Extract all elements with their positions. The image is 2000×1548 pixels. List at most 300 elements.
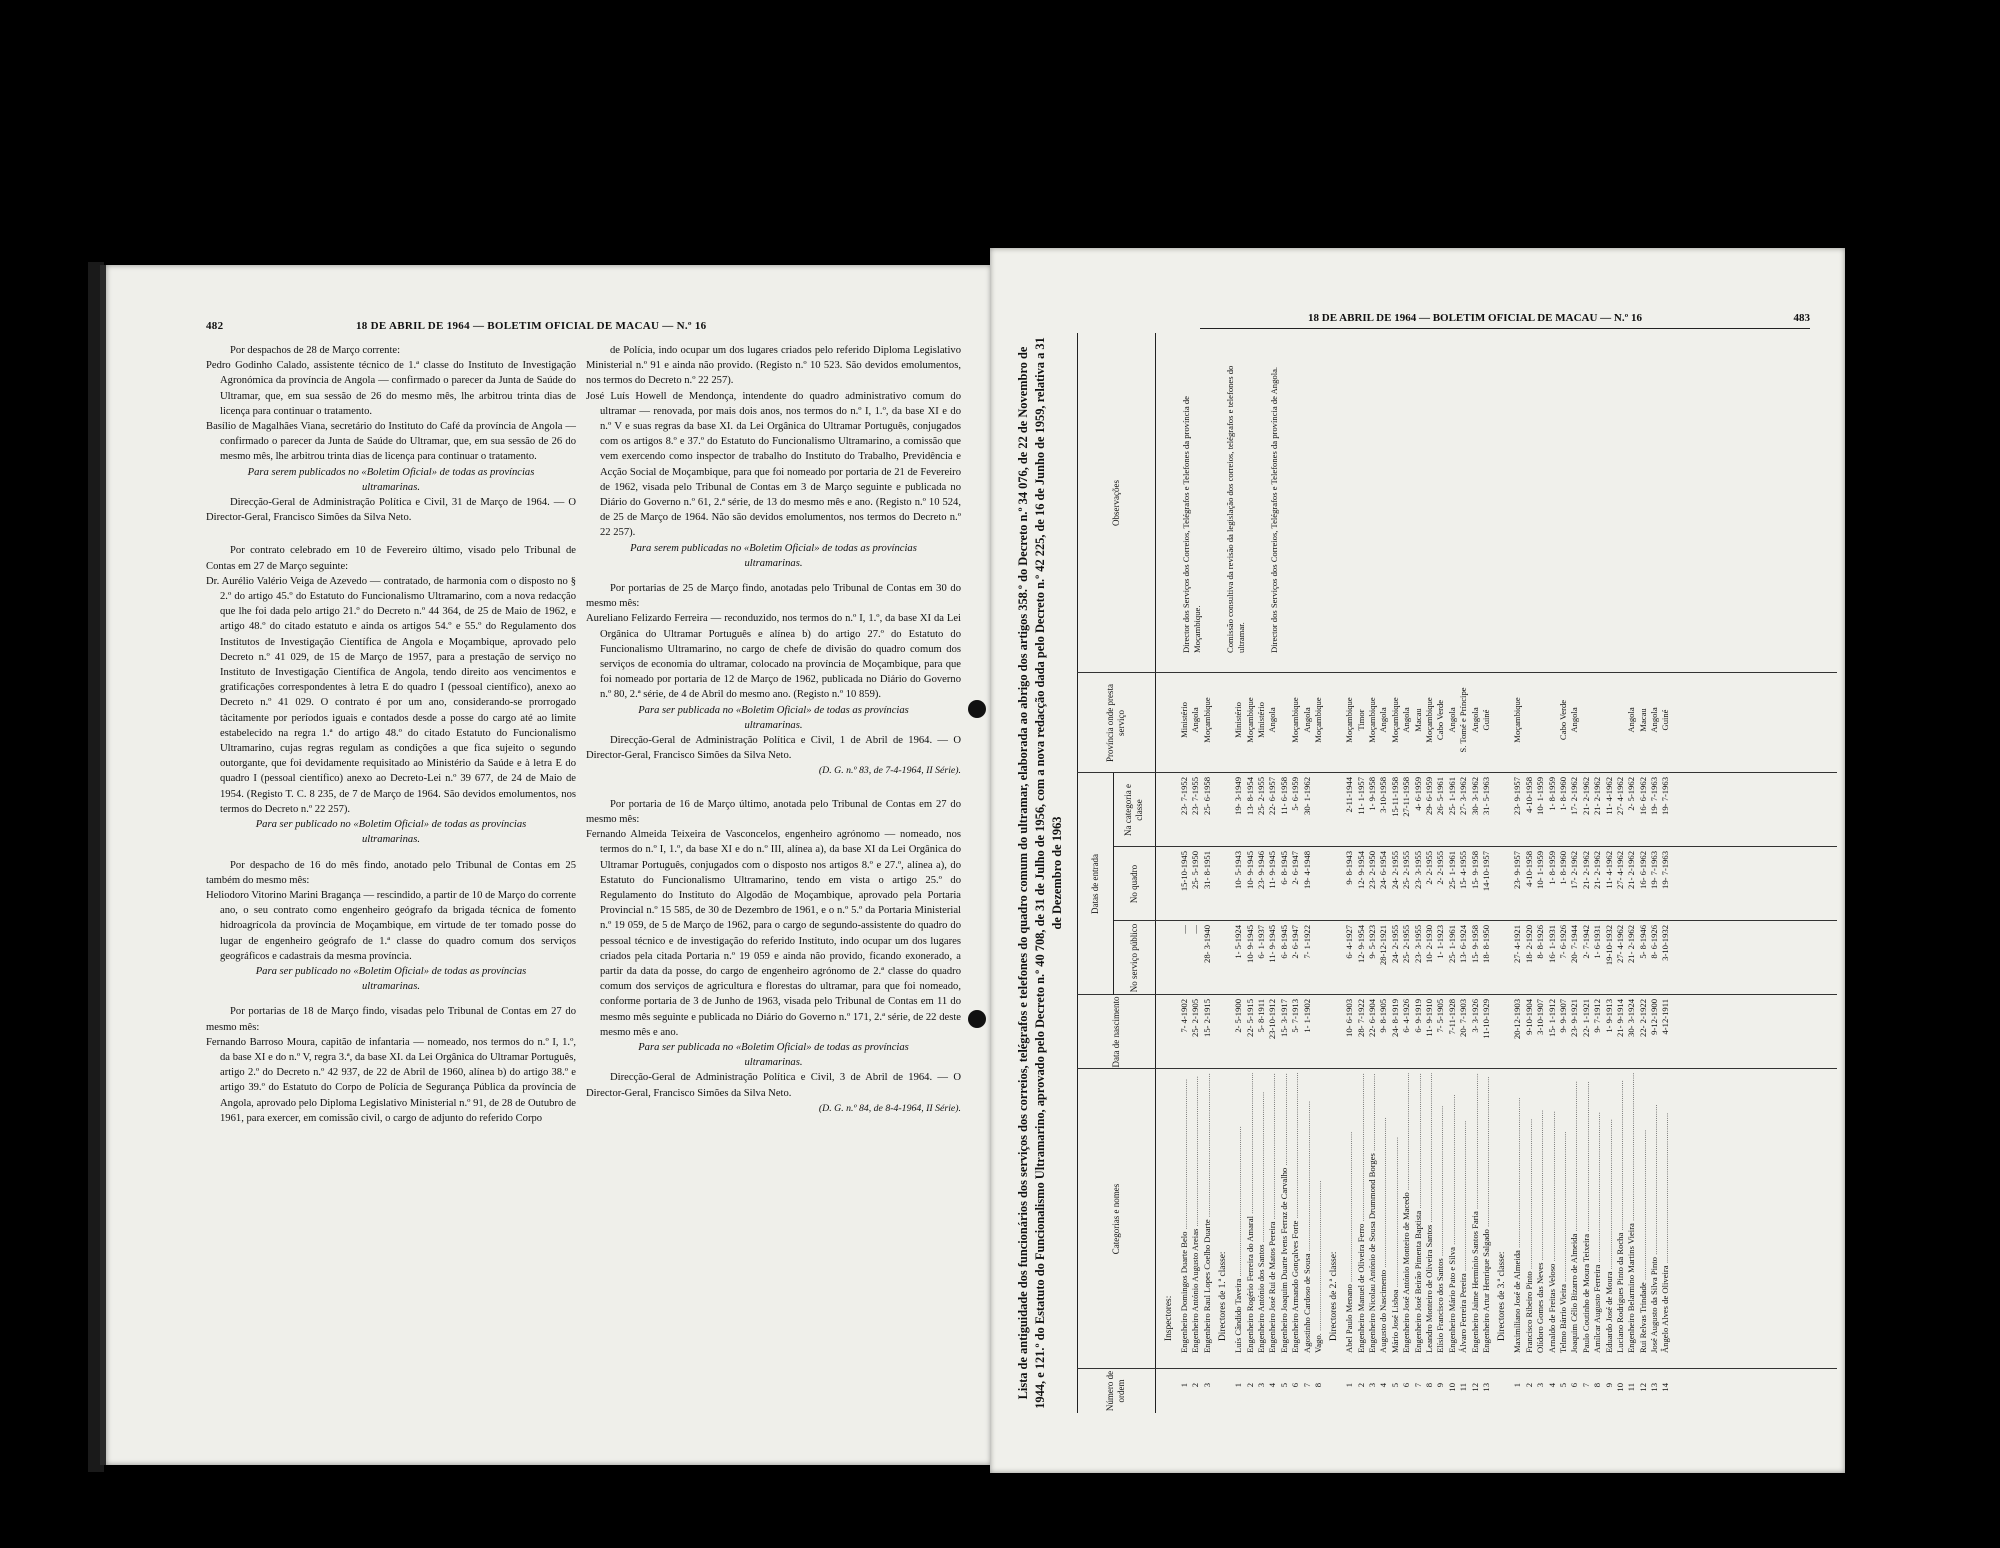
cell-cat: 30- 1-1962 bbox=[1301, 777, 1312, 815]
cell-n: 2 bbox=[1523, 1383, 1534, 1388]
cell-birth: 15- 3-1917 bbox=[1278, 999, 1289, 1037]
right-page-title: 18 DE ABRIL DE 1964 — BOLETIM OFICIAL DE MACAU — N.º 16 bbox=[1308, 312, 1642, 324]
cell-cat: 11- 1-1957 bbox=[1355, 777, 1366, 815]
table-row bbox=[1367, 333, 1378, 1413]
table-title: Lista de antiguidade dos funcionários dos serviços dos correios, telégrafos e telefones do quadro comum do ultramar, elaborada ao abrigo dos artigos 358.º do Decreto n.º 34 076, de 22 de Novembro de 1944, e 121.º do Estatuto do Funcionalismo Ultramarino, aprovado pelo Decreto n.º 40 708, de 31 de Julho de 1956, com a nova redacção dada pelo Decreto n.º 42 225, de 16 de Junho de 1959, relativa a 31 de Dezembro de 1963 bbox=[1016, 337, 1064, 1409]
cell-name: Engenheiro Rogério Ferreira do Amaral ..... bbox=[1245, 1073, 1256, 1353]
cell-quad: 23- 9-1957 bbox=[1512, 851, 1523, 889]
cell-cat: 22- 6-1957 bbox=[1267, 777, 1278, 815]
paragraph: Pedro Godinho Calado, assistente técnico de 1.ª classe do Instituto de Investigação Agronómica da província de Angola — confirmado o parecer da Junta de Saúde do Ultramar, que, em sua sessão de 26 do mesmo mês, lhe arbitrou trinta dias de licença para continuar o tratamento. bbox=[206, 360, 576, 417]
table-row bbox=[1615, 333, 1626, 1413]
table-row bbox=[1638, 333, 1649, 1413]
cell-cat: 2- 5-1962 bbox=[1626, 777, 1637, 811]
cell-birth: 9- 9-1907 bbox=[1557, 999, 1568, 1033]
cell-pub: 10- 2-1930 bbox=[1424, 925, 1435, 963]
cell-name: Álvaro Ferreira Pereira ..... bbox=[1458, 1073, 1469, 1353]
cell-quad: 11- 9-1945 bbox=[1267, 851, 1278, 889]
cell-birth: 9- 8-1905 bbox=[1378, 999, 1389, 1033]
cell-cat: 11- 4-1962 bbox=[1603, 777, 1614, 815]
cell-birth: 1- 9-1913 bbox=[1603, 999, 1614, 1033]
cell-birth: 11-10-1929 bbox=[1480, 999, 1491, 1039]
cell-quad: 9- 8-1943 bbox=[1344, 851, 1355, 885]
cell-quad: 24- 2-1955 bbox=[1389, 851, 1400, 889]
cell-birth: 20-12-1903 bbox=[1512, 999, 1523, 1040]
cell-quad: 23- 2-1950 bbox=[1367, 851, 1378, 889]
cell-birth: 5- 8-1911 bbox=[1255, 999, 1266, 1033]
cell-birth: 2- 5-1900 bbox=[1233, 999, 1244, 1033]
cell-cat: 17- 2-1962 bbox=[1569, 777, 1580, 815]
cell-prov: Angola bbox=[1378, 707, 1389, 733]
left-page-title: 18 DE ABRIL DE 1964 — BOLETIM OFICIAL DE MACAU — N.º 16 bbox=[356, 320, 707, 332]
cell-n: 1 bbox=[1344, 1383, 1355, 1388]
cell-cat: 4-10-1958 bbox=[1523, 777, 1534, 813]
cell-name: Engenheiro Manuel de Oliveira Ferro ..... bbox=[1356, 1073, 1367, 1353]
left-column-1 bbox=[206, 343, 576, 1126]
paragraph: Para ser publicado no «Boletim Oficial» de todas as províncias ultramarinas. bbox=[255, 819, 527, 846]
cell-birth: 21- 9-1914 bbox=[1614, 999, 1625, 1037]
cell-cat: 19- 7-1963 bbox=[1660, 777, 1671, 815]
cell-n: 9 bbox=[1435, 1383, 1446, 1388]
cell-quad: 25- 1-1961 bbox=[1446, 851, 1457, 889]
table-row bbox=[1344, 333, 1355, 1413]
cell-name: Arnaldo de Freitas Veloso ..... bbox=[1547, 1073, 1558, 1353]
cell-name: Leandro Monteiro de Oliveira Santos ..... bbox=[1424, 1073, 1435, 1353]
cell-n: 2 bbox=[1190, 1383, 1201, 1388]
cell-n: 5 bbox=[1557, 1383, 1568, 1388]
cell-pub: 19-10-1932 bbox=[1603, 925, 1614, 966]
cell-pub: 11- 9-1945 bbox=[1267, 925, 1278, 963]
cell-n: 14 bbox=[1660, 1383, 1671, 1392]
cell-birth: 22- 1-1921 bbox=[1580, 999, 1591, 1037]
cell-cat: 1- 8-1960 bbox=[1557, 777, 1568, 811]
cell-n: 7 bbox=[1301, 1383, 1312, 1388]
header-servico-publico: No serviço público bbox=[1128, 923, 1139, 993]
paragraph: Direcção-Geral de Administração Política e Civil, 3 de Abril de 1964. — O Director-Geral, Francisco Simões da Silva Neto. bbox=[586, 1072, 961, 1099]
cell-prov: Macau bbox=[1637, 708, 1648, 732]
cell-cat: 4- 6-1959 bbox=[1412, 777, 1423, 811]
cell-prov: Macau bbox=[1412, 708, 1423, 732]
cell-name: Elísio Francisco dos Santos ..... bbox=[1435, 1073, 1446, 1353]
cell-quad: 10- 9-1945 bbox=[1244, 851, 1255, 889]
cell-name: Abel Paulo Menano ..... bbox=[1344, 1073, 1355, 1353]
cell-name: Engenheiro António Augusto Areias ..... bbox=[1190, 1073, 1201, 1353]
table-row bbox=[1202, 333, 1213, 1413]
cell-cat: 3-10-1958 bbox=[1378, 777, 1389, 813]
paragraph-spacer bbox=[586, 571, 961, 581]
paragraph: Para ser publicada no «Boletim Oficial» de todas as províncias ultramarinas. bbox=[638, 1041, 909, 1069]
header-categoria-classe: Na categoria e classe bbox=[1123, 784, 1144, 836]
cell-quad: 1- 8-1960 bbox=[1557, 851, 1568, 885]
cell-name: Mário José Lisboa ..... bbox=[1390, 1073, 1401, 1353]
header-numero: Número de ordem bbox=[1105, 1370, 1126, 1412]
cell-pub: 18- 2-1920 bbox=[1523, 925, 1534, 963]
cell-quad: 15- 9-1958 bbox=[1469, 851, 1480, 889]
table-row bbox=[1279, 333, 1290, 1413]
cell-name: Amílcar Augusto Ferreira ..... bbox=[1592, 1073, 1603, 1353]
cell-n: 3 bbox=[1367, 1383, 1378, 1388]
cell-quad: 10- 1-1959 bbox=[1535, 851, 1546, 889]
cell-prov: Angola bbox=[1190, 707, 1201, 733]
cell-pub: 20- 7-1944 bbox=[1569, 925, 1580, 963]
cell-cat: 23- 9-1957 bbox=[1512, 777, 1523, 815]
cell-name: Engenheiro Domingos Duarte Belo ..... bbox=[1179, 1073, 1190, 1353]
paragraph: de Polícia, indo ocupar um dos lugares criados pelo referido Diploma Legislativo Ministerial n.º 91 e ainda não provido. (Registo n.º 10 523. São devidos emolumentos, nos termos do Decreto n.º 22 257). bbox=[586, 345, 961, 387]
cell-quad: 25- 5-1950 bbox=[1190, 851, 1201, 889]
cell-name: Engenheiro Mário Pato e Silva ..... bbox=[1447, 1073, 1458, 1353]
cell-name: Augusto do Nascimento ..... bbox=[1378, 1073, 1389, 1353]
table-row bbox=[1604, 333, 1615, 1413]
cell-pub: 24- 2-1955 bbox=[1389, 925, 1400, 963]
cell-name: Engenheiro José Rui de Matos Pereira ..... bbox=[1267, 1073, 1278, 1353]
cell-pub: 1- 5-1924 bbox=[1233, 925, 1244, 959]
table-row bbox=[1458, 333, 1469, 1413]
cell-name: Engenheiro António dos Santos ..... bbox=[1256, 1073, 1267, 1353]
cell-birth: 9-12-1900 bbox=[1649, 999, 1660, 1035]
cell-pub: 23- 3-1955 bbox=[1412, 925, 1423, 963]
cell-n: 8 bbox=[1312, 1383, 1323, 1388]
cell-prov: Cabo Verde bbox=[1435, 699, 1446, 741]
table-section-title: Directores de 2.ª classe: bbox=[1329, 1251, 1340, 1341]
cell-name: Paulo Coutinho de Moura Teixeira ..... bbox=[1581, 1073, 1592, 1353]
cell-cat: 16- 6-1962 bbox=[1637, 777, 1648, 815]
cell-quad: 31- 8-1951 bbox=[1201, 851, 1212, 889]
cell-pub: 1- 6-1931 bbox=[1592, 925, 1603, 959]
cell-quad: 2- 6-1947 bbox=[1290, 851, 1301, 885]
paragraph-spacer bbox=[206, 994, 576, 1004]
left-page-header bbox=[206, 320, 866, 332]
cell-pub: 15- 9-1958 bbox=[1469, 925, 1480, 963]
cell-name: Francisco Ribeiro Pinto ..... bbox=[1524, 1073, 1535, 1353]
cell-cat: 21- 2-1962 bbox=[1580, 777, 1591, 815]
cell-prov: Moçambique bbox=[1244, 697, 1255, 743]
cell-prov: Moçambique bbox=[1512, 697, 1523, 743]
cell-name: Engenheiro Raul Lopes Coelho Duarte ..... bbox=[1202, 1073, 1213, 1353]
table-row bbox=[1547, 333, 1558, 1413]
cell-quad: 27- 4-1962 bbox=[1614, 851, 1625, 889]
cell-prov: Guiné bbox=[1660, 709, 1671, 731]
cell-name: Telmo Bárrio Vieira ..... bbox=[1558, 1073, 1569, 1353]
paragraph: José Luís Howell de Mendonça, intendente do quadro administrativo comum do ultramar — renovada, por mais dois anos, nos termos do n.º I, 1.º, da base XI e do n.º V e suas regras da base XI. da Lei Orgânica do Ultramar Português, conjugados com os artigos 8.º e 37.º do Estatuto do Funcionalismo Ultramarino, a comissão que vem exercendo como inspector de trabalho do Instituto do Trabalho, Previdência e Acção Social de Moçambique, para que foi nomeado por portaria de 21 de Fevereiro de 1962, visada pelo Tribunal de Contas em 3 de Março seguinte e publicada no Diário do Governo n.º 61, 2.ª série, de 13 do mesmo mês e ano. (Registo n.º 10 524, de 25 de Março de 1964. Não são devidos emolumentos, nos termos do Decreto n.º 22 257). bbox=[586, 390, 961, 539]
paragraph-spacer bbox=[206, 848, 576, 858]
cell-name: Engenheiro José António Monteiro de Macedo ..... bbox=[1401, 1073, 1412, 1353]
cell-quad: 19- 7-1963 bbox=[1660, 851, 1671, 889]
cell-cat: 31- 5-1963 bbox=[1480, 777, 1491, 815]
cell-pub: 1- 1-1923 bbox=[1435, 925, 1446, 959]
cell-cat: 11- 6-1958 bbox=[1278, 777, 1289, 815]
right-page-number: 483 bbox=[1793, 312, 1810, 324]
cell-quad: 16- 6-1962 bbox=[1637, 851, 1648, 889]
cell-n: 9 bbox=[1603, 1383, 1614, 1388]
cell-pub: 18- 8-1950 bbox=[1480, 925, 1491, 963]
cell-n: 3 bbox=[1201, 1383, 1212, 1388]
cell-pub: 7- 6-1926 bbox=[1557, 925, 1568, 959]
cell-quad: 14-10-1957 bbox=[1480, 851, 1491, 892]
cell-prov: S. Tomé e Príncipe bbox=[1458, 687, 1469, 753]
paragraph: Para ser publicada no «Boletim Oficial» de todas as províncias ultramarinas. bbox=[638, 704, 909, 731]
cell-pub: 8- 8-1926 bbox=[1535, 925, 1546, 959]
cell-birth: 5- 7-1913 bbox=[1290, 999, 1301, 1033]
cell-n: 6 bbox=[1401, 1383, 1412, 1388]
table-row bbox=[1401, 333, 1412, 1413]
cell-n: 8 bbox=[1592, 1383, 1603, 1388]
cell-birth: 25- 2-1905 bbox=[1190, 999, 1201, 1037]
cell-birth: 20- 7-1903 bbox=[1458, 999, 1469, 1037]
cell-birth: 3-10-1907 bbox=[1535, 999, 1546, 1035]
cell-cat: 25- 2-1955 bbox=[1255, 777, 1266, 815]
cell-birth: 22- 5-1915 bbox=[1244, 999, 1255, 1037]
cell-birth: 6- 9-1919 bbox=[1412, 999, 1423, 1033]
cell-prov: Moçambique bbox=[1201, 697, 1212, 743]
header-quadro: No quadro bbox=[1128, 864, 1139, 904]
table-section-title: Directores de 1.ª classe: bbox=[1218, 1251, 1229, 1341]
cell-n: 3 bbox=[1535, 1383, 1546, 1388]
cell-quad: 21- 2-1962 bbox=[1592, 851, 1603, 889]
table-row bbox=[1435, 333, 1446, 1413]
paragraph: Por portarias de 25 de Março findo, anotadas pelo Tribunal de Contas em 30 do mesmo mês: bbox=[586, 583, 961, 610]
table-row bbox=[1481, 333, 1492, 1413]
cell-cat: 1- 9-1958 bbox=[1367, 777, 1378, 811]
cell-quad: 11- 4-1962 bbox=[1603, 851, 1614, 889]
cell-birth: 22- 2-1922 bbox=[1637, 999, 1648, 1037]
cell-prov: Ministério bbox=[1233, 702, 1244, 738]
cell-pub: 10- 9-1945 bbox=[1244, 925, 1255, 963]
cell-name: Engenheiro Jaime Hermínio Santos Faria ..... bbox=[1470, 1073, 1481, 1353]
cell-name: Engenheiro Joaquim Duarte Ivens Ferraz de Carvalho ..... bbox=[1279, 1073, 1290, 1353]
table-row bbox=[1649, 333, 1660, 1413]
cell-name: Joaquim Célio Bizarro de Almeida ..... bbox=[1569, 1073, 1580, 1353]
cell-pub: 2- 6-1947 bbox=[1290, 925, 1301, 959]
cell-pub: 9- 5-1923 bbox=[1367, 925, 1378, 959]
paragraph: Basílio de Magalhães Viana, secretário do Instituto do Café da província de Angola — confirmado o parecer da Junta de Saúde do Ultramar, que, em sua sessão de 26 do mesmo mês, lhe arbitrou trinta dias de licença para continuar o tratamento. bbox=[206, 421, 576, 463]
cell-quad: 10- 5-1943 bbox=[1233, 851, 1244, 889]
cell-n: 3 bbox=[1255, 1383, 1266, 1388]
cell-name: Engenheiro Artur Henrique Salgado ..... bbox=[1481, 1073, 1492, 1353]
left-page-number: 482 bbox=[206, 320, 224, 332]
table-row bbox=[1378, 333, 1389, 1413]
cell-prov: Angola bbox=[1569, 707, 1580, 733]
paragraph: (D. G. n.º 84, de 8-4-1964, II Série). bbox=[818, 1102, 961, 1114]
cell-pub: 12- 9-1954 bbox=[1355, 925, 1366, 963]
cell-pub: 3-10-1932 bbox=[1660, 925, 1671, 961]
cell-n: 12 bbox=[1469, 1383, 1480, 1392]
cell-pub: — bbox=[1179, 925, 1189, 934]
cell-cat: 27- 3-1962 bbox=[1458, 777, 1469, 815]
cell-cat: 25- 6-1958 bbox=[1201, 777, 1212, 815]
cell-n: 4 bbox=[1267, 1383, 1278, 1388]
header-datas-entrada: Datas de entrada bbox=[1089, 854, 1100, 914]
cell-quad: 19- 4-1948 bbox=[1301, 851, 1312, 889]
cell-prov: Moçambique bbox=[1312, 697, 1323, 743]
cell-cat: 21- 2-1962 bbox=[1592, 777, 1603, 815]
cell-pub: 27- 4-1921 bbox=[1512, 925, 1523, 963]
cell-birth: 7-11-1928 bbox=[1446, 999, 1457, 1035]
paragraph: Dr. Aurélio Valério Veiga de Azevedo — contratado, de harmonia com o disposto no § 2.º do artigo 45.º do Estatuto do Funcionalismo Ultramarino, com a nova redacção que lhe foi dada pelo artigo 21.º do Decreto n.º 44 364, de 25 de Maio de 1962, e artigo 48.º do citado estatuto e ainda os artigos 54.º e 55.º do Regulamento dos Institutos de Investigação Científica de Angola e Moçambique, aprovado pelo Decreto n.º 41 029, de 15 de Março de 1957, para a prestação de serviço no Instituto de Investigação Científica de Angola, tendo direito aos vencimentos e gratificações correspondentes à letra E do quadro I (pessoal científico), anexo ao Decreto n.º 41 029. O contrato é por um ano, considerando-se prorrogado tàcitamente por períodos iguais e contados desde a posse do cargo até ao limite estabelecido na regra 1.ª do artigo 48.º do citado Estatuto do Funcionalismo Ultramarino, cujas regras regulam as condições a que fica sujeito o segundo outorgante, que foi devidamente requisitado ao Ministério da Saúde e à letra E do quadro I (pessoal científico) anexo ao Decreto-Lei n.º 39 677, de 24 de Maio de 1954. (Registo T. C. 8 235, de 7 de Março de 1964. São devidos emolumentos, nos termos do Decreto n.º 22 257). bbox=[206, 575, 576, 815]
cell-n: 10 bbox=[1614, 1383, 1625, 1392]
cell-quad: 12- 9-1954 bbox=[1355, 851, 1366, 889]
cell-prov: Ministério bbox=[1255, 702, 1266, 738]
header-provincia: Província onde presta serviço bbox=[1105, 684, 1126, 762]
cell-n: 11 bbox=[1626, 1383, 1637, 1392]
cell-birth: 10- 6-1903 bbox=[1344, 999, 1355, 1037]
cell-cat: 5- 6-1959 bbox=[1290, 777, 1301, 811]
table-row bbox=[1535, 333, 1546, 1413]
cell-birth: 23- 9-1921 bbox=[1569, 999, 1580, 1037]
cell-cat: 23- 7-1955 bbox=[1190, 777, 1201, 815]
paragraph: Para ser publicado no «Boletim Oficial» de todas as províncias ultramarinas. bbox=[255, 965, 527, 993]
cell-name: Agostinho Cardoso de Sousa ..... bbox=[1302, 1073, 1313, 1353]
cell-name: Engenheiro Armando Gonçalves Forte ..... bbox=[1290, 1073, 1301, 1353]
cell-quad: 17- 2-1962 bbox=[1569, 851, 1580, 889]
table-row bbox=[1512, 333, 1523, 1413]
paragraph: Aureliano Felizardo Ferreira — reconduzido, nos termos do n.º I, 1.º, da base XI da Lei Orgânica do Ultramar Português e alínea b) do artigo 27.º do Estatuto do Funcionalismo Ultramarino, no cargo de chefe de divisão do quadro comum dos serviços de economia do ultramar, colocado na província de Moçambique, para que foi nomeado por portaria de 12 de Março de 1962, publicada no Diário do Governo n.º 80, 2.ª série, de 4 de Abril do mesmo ano. (Registo n.º 10 859). bbox=[586, 613, 961, 701]
paragraph: Direcção-Geral de Administração Política e Civil, 31 de Março de 1964. — O Director-Geral, Francisco Simões da Silva Neto. bbox=[206, 497, 576, 524]
cell-prov: Angola bbox=[1469, 707, 1480, 733]
cell-prov: Angola bbox=[1626, 707, 1637, 733]
observation-2: Comissão consultiva da revisão da legislação dos correios, telégrafos e telefones do ultramar. bbox=[1225, 365, 1246, 653]
cell-quad: 2- 2-1955 bbox=[1424, 851, 1435, 885]
cell-birth: 15- 2-1915 bbox=[1201, 999, 1212, 1037]
cell-pub: 28-12-1921 bbox=[1378, 925, 1389, 966]
table-row bbox=[1424, 333, 1435, 1413]
cell-name: Luciano Rodrigues Pinto da Rocha ..... bbox=[1615, 1073, 1626, 1353]
cell-name: Engenheiro Nicolau António de Sousa Drummond Borges ..... bbox=[1367, 1073, 1378, 1353]
table-row bbox=[1302, 333, 1313, 1413]
table-row bbox=[1569, 333, 1580, 1413]
cell-n: 11 bbox=[1458, 1383, 1469, 1392]
cell-pub: 25- 1-1961 bbox=[1446, 925, 1457, 963]
cell-name: Vago. ..... bbox=[1313, 1073, 1324, 1353]
cell-name: Engenheiro José Beirão Pimenta Baptista ..... bbox=[1413, 1073, 1424, 1353]
observation-1: Director dos Serviços dos Correios, Telégrafos e Telefones da província de Moçambique. bbox=[1181, 396, 1202, 653]
cell-prov: Moçambique bbox=[1389, 697, 1400, 743]
cell-cat: 29- 6-1959 bbox=[1424, 777, 1435, 815]
cell-n: 1 bbox=[1179, 1383, 1189, 1388]
cell-quad: 23- 3-1955 bbox=[1412, 851, 1423, 889]
cell-name: Ângelo Alves de Oliveira ..... bbox=[1660, 1073, 1671, 1353]
table-row bbox=[1592, 333, 1603, 1413]
cell-cat: 19- 7-1963 bbox=[1649, 777, 1660, 815]
cell-pub: 16- 1-1931 bbox=[1546, 925, 1557, 963]
cell-pub: 28- 3-1940 bbox=[1201, 925, 1212, 963]
cell-pub: 27- 4-1962 bbox=[1614, 925, 1625, 963]
paragraph: Por despacho de 16 do mês findo, anotado pelo Tribunal de Contas em 25 também do mesmo mês: bbox=[206, 859, 576, 886]
cell-name: Eduardo José de Moura ..... bbox=[1604, 1073, 1615, 1353]
cell-name: Rui Relvas Trindade ..... bbox=[1638, 1073, 1649, 1353]
left-page bbox=[100, 265, 991, 1465]
cell-pub: 6- 1-1937 bbox=[1255, 925, 1266, 959]
cell-n: 5 bbox=[1278, 1383, 1289, 1388]
cell-prov: Ministério bbox=[1179, 702, 1189, 738]
cell-n: 2 bbox=[1244, 1383, 1255, 1388]
table-grid bbox=[1077, 333, 1837, 1413]
cell-name: Luís Cândido Taveira ..... bbox=[1233, 1073, 1244, 1353]
cell-prov: Angola bbox=[1301, 707, 1312, 733]
cell-prov: Moçambique bbox=[1290, 697, 1301, 743]
cell-prov: Cabo Verde bbox=[1557, 699, 1568, 741]
right-page bbox=[990, 248, 1845, 1473]
cell-n: 6 bbox=[1569, 1383, 1580, 1388]
table-section-title: Directores de 3.ª classe: bbox=[1497, 1251, 1508, 1341]
paragraph: Fernando Barroso Moura, capitão de infantaria — nomeado, nos termos do n.º I, 1.º, da base XI e do n.º V, regra 3.ª, da base XI. da Lei Orgânica do Ultramar Português, artigo 2.º do Decreto n.º 42 937, de 22 de Abril de 1960, alínea b) do artigo 38.º e artigo 39.º do Estatuto do Corpo de Polícia de Segurança Pública da província de Angola, aprovado pelo Diploma Legislativo Ministerial n.º 91, de 28 de Outubro de 1961, para exercer, em comissão civil, o cargo de adjunto do referido Corpo bbox=[206, 1036, 576, 1124]
paragraph: Por portaria de 16 de Março último, anotada pelo Tribunal de Contas em 27 do mesmo mês: bbox=[586, 798, 961, 825]
cell-birth: 4-12-1911 bbox=[1660, 999, 1671, 1035]
cell-birth: 23-10-1912 bbox=[1267, 999, 1278, 1040]
cell-pub: 2- 7-1942 bbox=[1580, 925, 1591, 959]
cell-quad: 19- 7-1963 bbox=[1649, 851, 1660, 889]
paragraph: Para serem publicadas no «Boletim Oficial» de todas as províncias ultramarinas. bbox=[630, 542, 917, 569]
cell-cat: 15-11-1958 bbox=[1389, 777, 1400, 817]
cell-prov: Angola bbox=[1649, 707, 1660, 733]
cell-quad: 23- 9-1946 bbox=[1255, 851, 1266, 889]
cell-pub: 7- 1-1922 bbox=[1301, 925, 1312, 959]
paragraph-spacer bbox=[586, 779, 961, 797]
cell-n: 10 bbox=[1446, 1383, 1457, 1392]
header-observacoes: Observações bbox=[1110, 480, 1121, 526]
cell-birth: 15- 1-1912 bbox=[1546, 999, 1557, 1037]
cell-n: 6 bbox=[1290, 1383, 1301, 1388]
cell-pub: — bbox=[1190, 925, 1201, 934]
cell-prov: Angola bbox=[1267, 707, 1278, 733]
paragraph: Heliodoro Vitorino Marini Bragança — rescindido, a partir de 10 de Março do corrente ano, o seu contrato como engenheiro geógrafo da brigada técnica de fomento hidroagrícola da província de Moçambique, em virtude de ter tomado posse do lugar de engenheiro geógrafo de 1.ª classe do quadro comum dos serviços geográficos e cadastrais da mesma província. bbox=[206, 889, 576, 962]
paragraph-spacer bbox=[206, 525, 576, 543]
cell-n: 13 bbox=[1480, 1383, 1491, 1392]
paragraph: Por contrato celebrado em 10 de Fevereiro último, visado pelo Tribunal de Contas em 27 de Março seguinte: bbox=[206, 545, 576, 572]
cell-prov: Angola bbox=[1446, 707, 1457, 733]
cell-cat: 25- 1-1961 bbox=[1446, 777, 1457, 815]
observation-3: Director dos Serviços dos Correios, Telégrafos e Telefones da província de Angola. bbox=[1269, 366, 1279, 653]
cell-quad: 24- 6-1954 bbox=[1378, 851, 1389, 889]
cell-birth: 1- 1-1902 bbox=[1301, 999, 1312, 1033]
cell-birth: 28- 7-1922 bbox=[1355, 999, 1366, 1037]
cell-birth: 3- 3-1926 bbox=[1469, 999, 1480, 1033]
cell-n: 4 bbox=[1378, 1383, 1389, 1388]
cell-name: Olídoro Gomes das Neves ..... bbox=[1535, 1073, 1546, 1353]
paragraph: (D. G. n.º 83, de 7-4-1964, II Série). bbox=[818, 765, 961, 777]
cell-prov: Timor bbox=[1355, 709, 1366, 731]
cell-n: 1 bbox=[1512, 1383, 1523, 1388]
cell-birth: 30- 3-1924 bbox=[1626, 999, 1637, 1037]
table-row bbox=[1413, 333, 1424, 1413]
table-row bbox=[1256, 333, 1267, 1413]
table-row bbox=[1626, 333, 1637, 1413]
table-row bbox=[1390, 333, 1401, 1413]
cell-n: 13 bbox=[1649, 1383, 1660, 1392]
cell-cat: 2-11-1944 bbox=[1344, 777, 1355, 813]
table-row bbox=[1447, 333, 1458, 1413]
header-categorias: Categorias e nomes bbox=[1110, 1183, 1121, 1255]
paragraph: Por despachos de 28 de Março corrente: bbox=[230, 345, 401, 356]
binding-hole-lower bbox=[968, 1010, 986, 1028]
cell-prov: Moçambique bbox=[1344, 697, 1355, 743]
cell-pub: 13- 6-1924 bbox=[1458, 925, 1469, 963]
cell-n: 5 bbox=[1389, 1383, 1400, 1388]
table-row bbox=[1660, 333, 1671, 1413]
cell-pub: 25- 2-1955 bbox=[1401, 925, 1412, 963]
cell-birth: 7- 5-1905 bbox=[1435, 999, 1446, 1033]
paragraph: Direcção-Geral de Administração Política e Civil, 1 de Abril de 1964. — O Director-Geral, Francisco Simões da Silva Neto. bbox=[586, 735, 961, 762]
cell-quad: 25- 2-1955 bbox=[1401, 851, 1412, 889]
cell-birth: 11- 9-1910 bbox=[1424, 999, 1435, 1037]
table-section-title: Inspectores: bbox=[1164, 1295, 1174, 1341]
cell-pub: 6- 8-1945 bbox=[1278, 925, 1289, 959]
cell-name: José Augusto da Silva Pinto ..... bbox=[1649, 1073, 1660, 1353]
cell-birth: 7- 4-1902 bbox=[1179, 999, 1189, 1033]
header-nascimento: Data de nascimento bbox=[1110, 996, 1121, 1068]
cell-quad: 6- 8-1945 bbox=[1278, 851, 1289, 885]
paragraph: Por portarias de 18 de Março findo, visadas pelo Tribunal de Contas em 27 do mesmo mês: bbox=[206, 1006, 576, 1033]
cell-n: 4 bbox=[1546, 1383, 1557, 1388]
cell-prov: Moçambique bbox=[1424, 697, 1435, 743]
